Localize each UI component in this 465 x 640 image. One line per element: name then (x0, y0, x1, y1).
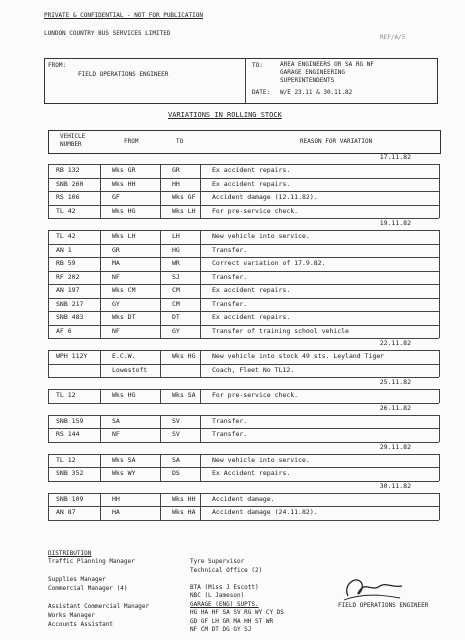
from-location: NF (112, 272, 120, 281)
column-rule (439, 428, 440, 442)
variation-reason: For pre-service check. (212, 391, 299, 399)
distribution-recipient: Traffic Planning Manager (48, 558, 135, 565)
column-rule (439, 506, 440, 520)
to-line-3: SUPERINTENDENTS (280, 77, 335, 84)
column-rule (100, 257, 101, 271)
document-title: VARIATIONS IN ROLLING STOCK (168, 111, 282, 119)
column-rule (200, 350, 201, 364)
table-row (48, 350, 439, 363)
column-rule (439, 164, 440, 178)
variation-reason: Ex accident repairs. (212, 286, 291, 294)
column-rule (160, 178, 161, 192)
column-rule (200, 389, 201, 403)
column-rule (200, 415, 201, 429)
signature-title: FIELD OPERATIONS ENGINEER (338, 602, 429, 609)
to-location: HH (172, 179, 180, 188)
variation-reason: Ex accident repairs. (212, 313, 291, 321)
column-rule (100, 178, 101, 192)
variation-reason: Ex accident repairs. (212, 179, 291, 188)
table-row (48, 205, 439, 218)
column-rule (160, 257, 161, 271)
to-label: TO: (252, 62, 263, 69)
group-date: 30.11.82 (379, 481, 411, 490)
from-location: GY (112, 299, 120, 308)
to-location: Wks GF (172, 193, 196, 201)
column-rule (48, 191, 49, 205)
to-location: SA (172, 455, 180, 464)
from-location: E.C.W. (112, 352, 136, 360)
to-location: SJ (172, 272, 180, 281)
from-location: SA (112, 416, 120, 425)
column-rule (200, 205, 201, 219)
row-rule (48, 520, 439, 521)
distribution-recipient: NBC (L Jameson) (190, 592, 245, 599)
group-date: 22.11.82 (379, 339, 411, 347)
column-rule (48, 244, 49, 258)
column-rule (100, 311, 101, 325)
column-rule (200, 467, 201, 481)
column-rule (48, 364, 49, 378)
vehicle-number: SNB 352 (56, 469, 84, 477)
column-rule (160, 311, 161, 325)
table-row (48, 164, 439, 177)
vehicle-number: SNB 260 (56, 179, 84, 188)
column-rule (439, 389, 440, 403)
column-rule (160, 271, 161, 285)
column-rule (200, 230, 201, 244)
table-row (48, 178, 439, 191)
column-rule (48, 325, 49, 339)
column-rule (160, 428, 161, 442)
column-rule (100, 454, 101, 468)
vehicle-number: AN 197 (56, 286, 80, 294)
header-from: FROM (124, 138, 139, 145)
from-location: Wks SA (112, 455, 136, 464)
column-rule (200, 325, 201, 339)
column-rule (439, 350, 440, 364)
column-rule (100, 364, 101, 378)
column-rule (160, 284, 161, 298)
from-location: GF (112, 193, 120, 201)
to-location: Wks HA (172, 508, 196, 516)
column-rule (48, 493, 49, 507)
distribution-recipient: Assistant Commercial Manager (48, 603, 150, 610)
distribution-recipient: Accounts Assistant (48, 621, 114, 628)
column-rule (160, 191, 161, 205)
column-rule (100, 205, 101, 219)
to-location: SV (172, 430, 180, 438)
column-rule (439, 244, 440, 258)
from-location: HA (112, 508, 120, 516)
column-rule (200, 428, 201, 442)
from-location: Wks LH (112, 232, 136, 240)
column-rule (439, 271, 440, 285)
from-location: GR (112, 245, 120, 254)
column-rule (200, 284, 201, 298)
group-date: 29.11.82 (379, 442, 411, 451)
header-vehicle: VEHICLE (60, 133, 86, 140)
column-rule (439, 257, 440, 271)
signature-mark (340, 570, 410, 604)
to-line-1: AREA ENGINEERS OR SA RG NF (280, 61, 374, 68)
column-rule (439, 311, 440, 325)
column-rule (160, 244, 161, 258)
column-rule (200, 178, 201, 192)
column-rule (200, 311, 201, 325)
distribution-recipient: Technical Office (2) (190, 566, 263, 574)
variation-reason: New vehicle into service. (212, 232, 310, 240)
column-rule (100, 230, 101, 244)
column-rule (48, 350, 49, 364)
variation-reason: Transfer. (212, 299, 248, 308)
column-rule (439, 284, 440, 298)
column-rule (100, 467, 101, 481)
table-row (48, 389, 439, 402)
distribution-recipient: Supplies Manager (48, 576, 106, 583)
distribution-recipient: BTA (Miss J Escott) (190, 583, 259, 591)
variation-reason: Transfer. (212, 272, 248, 281)
column-rule (48, 230, 49, 244)
from-location: Wks GR (112, 166, 136, 174)
vehicle-number: SNB 159 (56, 416, 84, 425)
column-rule (160, 389, 161, 403)
group-date: 17.11.82 (379, 153, 411, 161)
column-rule (439, 298, 440, 312)
distribution-recipient: HG HA HF SA SV RG WY CY DS (190, 609, 284, 616)
column-rule (439, 205, 440, 219)
company-name: LONDON COUNTRY BUS SERVICES LIMITED (44, 30, 171, 37)
from-location: MA (112, 259, 120, 267)
vehicle-number: WPH 112Y (56, 352, 88, 360)
column-rule (160, 325, 161, 339)
table-row (48, 191, 439, 204)
column-rule (100, 164, 101, 178)
group-date: 19.11.82 (379, 219, 411, 227)
from-location: Wks HG (112, 206, 136, 215)
column-rule (48, 284, 49, 298)
column-rule (439, 191, 440, 205)
to-location: WR (172, 259, 180, 267)
variation-reason: New vehicle into service. (212, 455, 310, 464)
column-rule (100, 191, 101, 205)
column-rule (48, 178, 49, 192)
distribution-recipient: GD GF LH GR MA HH ST WR (190, 617, 274, 625)
from-location: Wks HH (112, 179, 136, 188)
column-rule (100, 415, 101, 429)
distribution-recipient: Works Manager (48, 612, 95, 619)
vehicle-number: RF 202 (56, 272, 80, 281)
column-rule (439, 178, 440, 192)
column-rule (439, 364, 440, 378)
column-rule (160, 415, 161, 429)
from-location: NF (112, 430, 120, 438)
table-row (48, 454, 439, 467)
column-rule (160, 298, 161, 312)
distribution-recipient: GARAGE (ENG) SUPTS. (190, 600, 259, 608)
column-rule (439, 493, 440, 507)
column-rule (48, 428, 49, 442)
vehicle-number: AF 6 (56, 326, 72, 335)
column-rule (160, 467, 161, 481)
vehicle-number: TL 42 (56, 206, 76, 215)
from-location: Wks CM (112, 286, 136, 294)
vehicle-number: TL 12 (56, 391, 76, 399)
column-rule (100, 271, 101, 285)
column-rule (48, 467, 49, 481)
variation-reason: Correct variation of 17.9.82. (212, 259, 326, 267)
date-label: DATE: (252, 89, 271, 96)
table-row (48, 467, 439, 480)
column-rule (200, 271, 201, 285)
vehicle-number: RB 59 (56, 259, 76, 267)
column-rule (200, 257, 201, 271)
column-rule (100, 298, 101, 312)
table-row (48, 244, 439, 257)
column-rule (100, 428, 101, 442)
column-rule (439, 454, 440, 468)
table-row (48, 298, 439, 311)
column-rule (160, 350, 161, 364)
column-rule (160, 164, 161, 178)
column-rule (160, 205, 161, 219)
column-rule (439, 467, 440, 481)
to-location: DS (172, 469, 180, 477)
to-location: GY (172, 326, 180, 335)
table-header-box (48, 130, 441, 154)
column-rule (48, 311, 49, 325)
table-row (48, 230, 439, 243)
table-row (48, 506, 439, 519)
column-rule (439, 230, 440, 244)
vehicle-number: SNB 109 (56, 494, 84, 503)
variation-reason: Ex accident repairs. (212, 166, 291, 174)
variation-reason: Transfer. (212, 430, 248, 438)
variation-reason: Accident damage. (212, 494, 275, 503)
to-location: HG (172, 245, 180, 254)
to-location: CM (172, 286, 180, 294)
to-location: Wks HH (172, 494, 196, 503)
column-rule (100, 325, 101, 339)
column-rule (160, 493, 161, 507)
reference-number: REF/A/5 (380, 34, 406, 41)
group-date: 26.11.82 (379, 403, 411, 412)
variation-reason: Transfer. (212, 416, 248, 425)
to-location: Wks LH (172, 206, 196, 215)
from-location: Lowestoft (112, 365, 148, 374)
column-rule (48, 298, 49, 312)
column-rule (200, 164, 201, 178)
table-row (48, 311, 439, 324)
distribution-recipient: Tyre Supervisor (190, 558, 245, 565)
from-location: Wks WY (112, 469, 136, 477)
vehicle-number: SNB 217 (56, 299, 84, 308)
to-location: Wks HG (172, 352, 196, 360)
variation-reason: Transfer of training school vehicle (212, 326, 349, 335)
table-row (48, 271, 439, 284)
from-value: FIELD OPERATIONS ENGINEER (78, 71, 169, 78)
column-rule (100, 506, 101, 520)
from-location: NF (112, 326, 120, 335)
from-location: Wks DT (112, 313, 136, 321)
group-date: 25.11.82 (379, 378, 411, 386)
table-row (48, 364, 439, 377)
to-line-2: GARAGE ENGINEERING (280, 69, 346, 76)
variation-reason: Transfer. (212, 245, 248, 254)
to-location: DT (172, 313, 180, 321)
table-row (48, 284, 439, 297)
column-rule (48, 454, 49, 468)
column-rule (100, 284, 101, 298)
variation-reason: Ex Accident repairs. (212, 469, 291, 477)
header-reason: REASON FOR VARIATION (300, 138, 373, 145)
column-rule (100, 389, 101, 403)
column-rule (48, 415, 49, 429)
column-rule (439, 415, 440, 429)
column-rule (100, 350, 101, 364)
column-rule (48, 205, 49, 219)
column-rule (100, 493, 101, 507)
from-location: Wks HG (112, 391, 136, 399)
variation-reason: For pre-service check. (212, 206, 299, 215)
table-row (48, 257, 439, 270)
header-number: NUMBER (60, 141, 82, 148)
vehicle-number: SNB 483 (56, 313, 84, 321)
table-row (48, 325, 439, 338)
vehicle-number: AN 87 (56, 508, 76, 516)
to-location: GR (172, 166, 180, 174)
vehicle-number: TL 42 (56, 232, 76, 240)
column-rule (200, 298, 201, 312)
column-rule (439, 325, 440, 339)
column-rule (48, 257, 49, 271)
column-rule (160, 454, 161, 468)
table-row (48, 428, 439, 441)
from-location: HH (112, 494, 120, 503)
column-rule (200, 493, 201, 507)
to-location: LH (172, 232, 180, 240)
variation-reason: Coach, Fleet No TL12. (212, 365, 295, 374)
column-rule (48, 164, 49, 178)
to-location: Wks SA (172, 391, 196, 399)
column-rule (200, 506, 201, 520)
vehicle-number: RB 132 (56, 166, 80, 174)
to-location: SV (172, 416, 180, 425)
column-rule (200, 191, 201, 205)
column-rule (160, 230, 161, 244)
column-rule (100, 244, 101, 258)
column-rule (160, 364, 161, 378)
from-label: FROM: (48, 62, 67, 69)
vehicle-number: TL 12 (56, 455, 76, 464)
column-rule (160, 506, 161, 520)
table-row (48, 415, 439, 428)
variation-reason: Accident damage (12.11.82). (212, 193, 318, 201)
table-row (48, 493, 439, 506)
column-rule (200, 244, 201, 258)
variation-reason: New vehicle into stock 49 sts. Leyland Tiger (212, 352, 385, 360)
vehicle-number: RS 106 (56, 193, 80, 201)
distribution-heading: DISTRIBUTION (48, 550, 92, 557)
column-rule (48, 389, 49, 403)
column-rule (48, 506, 49, 520)
column-rule (200, 364, 201, 378)
distribution-recipient: Commercial Manager (4) (48, 585, 128, 592)
variation-reason: Accident damage (24.11.82). (212, 508, 318, 516)
column-rule (200, 454, 201, 468)
to-location: CM (172, 299, 180, 308)
distribution-recipient: NF CM DT DG GY SJ (190, 626, 252, 633)
date-value: W/E 23.11 & 30.11.82 (280, 89, 353, 96)
vehicle-number: AN 1 (56, 245, 72, 254)
classification-line: PRIVATE & CONFIDENTIAL - NOT FOR PUBLICATION (44, 12, 203, 19)
column-rule (48, 271, 49, 285)
vehicle-number: RS 144 (56, 430, 80, 438)
header-to: TO (176, 138, 184, 145)
